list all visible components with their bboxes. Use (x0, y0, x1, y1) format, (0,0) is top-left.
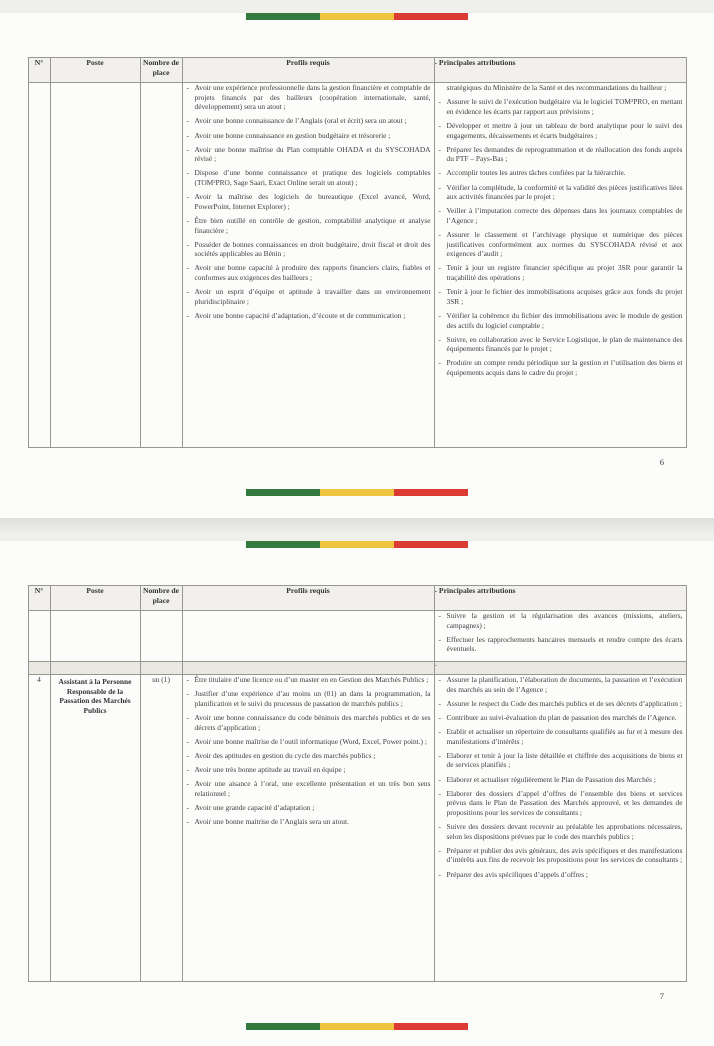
cell-poste (50, 83, 140, 448)
positions-table-page-6 (28, 57, 687, 448)
bullet-item: - Tenir à jour le fichier des immobilisations acquises grâce aux fonds du projet 3SR ; (437, 287, 683, 306)
flag-yellow-segment (320, 489, 394, 496)
header-places: Nombre de place (140, 586, 182, 611)
position-title: Assistant à la Personne Responsable de la Passation des Marchés Publics (58, 677, 132, 715)
cell-num: 4 (28, 675, 50, 982)
cell-poste (50, 611, 140, 662)
table-row-continuation (28, 611, 686, 662)
cell-num (28, 83, 50, 448)
flag-red-segment (394, 541, 468, 548)
cell-attributions (434, 611, 686, 662)
cell-profils (182, 83, 434, 448)
page-break (0, 518, 714, 532)
bullet-item: - Avoir un esprit d’équipe et aptitude à travailler dans un environnement pluridisciplinaire ; (185, 287, 431, 306)
bullet-item: - Avoir une aisance à l’oral, une excellente présentation et un très bon sens relationnel ; (185, 779, 431, 798)
bullet-item: - Vérifier la cohérence du fichier des immobilisations avec le module de gestion des actifs du logiciel comptable ; (437, 311, 683, 330)
flag-bar (246, 541, 468, 548)
cell-places: un (1) (140, 675, 182, 982)
document-page-7 (0, 541, 714, 1046)
bullet-item: - Effectuer les rapprochements bancaires mensuels et rendre compte des écarts éventuels. (437, 635, 683, 654)
cell-profils (182, 675, 434, 982)
positions-table-page-7 (28, 585, 687, 982)
bullet-item: - Avoir une bonne capacité à produire des rapports financiers clairs, fiables et conformes aux exigences des bailleurs ; (185, 263, 431, 282)
cell-profils (182, 662, 434, 675)
header-profils: Profils requis (182, 58, 434, 83)
bullet-item: - Avoir une bonne connaissance de l’Anglais (oral et écrit) sera un atout ; (185, 116, 431, 126)
bullet-item: - Etablir et actualiser un répertoire de consultants qualifiés au fur et à mesure des manifestations d’intérêts ; (437, 727, 683, 746)
cell-num (28, 611, 50, 662)
cell-profils (182, 611, 434, 662)
bullet-item: - Suivre des dossiers devant recevoir au préalable les approbations nécessaires, selon les dispositions prévues par le code des marchés publics ; (437, 822, 683, 841)
bullet-item: - Avoir des aptitudes en gestion du cycle des marchés publics ; (185, 751, 431, 761)
flag-green-segment (246, 541, 320, 548)
header-profils: Profils requis (182, 586, 434, 611)
header-attributions: - Principales attributions (434, 58, 686, 83)
table-row-4 (28, 675, 686, 982)
bullet-item: - Vérifier la complétude, la conformité et la validité des pièces justificatives liées aux activités financées par le projet ; (437, 183, 683, 202)
attributions-list (435, 97, 686, 378)
bullet-item: - Avoir la maîtrise des logiciels de bureautique (Excel avancé, Word, PowerPoint, Internet Explorer) ; (185, 192, 431, 211)
bullet-item: - Préparer des avis spécifiques d’appels d’offres ; (437, 870, 683, 880)
bullet-item: - Produire un compte rendu périodique sur la gestion et l’utilisation des biens et équipements acquis dans le cadre du projet ; (437, 358, 683, 377)
bullet-item: - Justifier d’une expérience d’au moins un (01) an dans la programmation, la planification et le suivi du processus de passation de marchés publics ; (185, 689, 431, 708)
bullet-item: - Tenir à jour un registre financier spécifique au projet 3SR pour garantir la traçabilité des opérations ; (437, 263, 683, 282)
bullet-item: - Avoir une bonne maitrise de l’Anglais sera un atout. (185, 817, 431, 827)
bullet-item: - Avoir une très bonne aptitude au travail en équipe ; (185, 765, 431, 775)
bullet-item: - Avoir une expérience professionnelle dans la gestion financière et comptable de projets financés par des bailleurs (coopération internationale, santé, développement) sera un atout ; (185, 83, 431, 112)
bullet-item: - Avoir une bonne maîtrise du Plan comptable OHADA et du SYSCOHADA révisé ; (185, 145, 431, 164)
cell-poste (50, 662, 140, 675)
bullet-item: - Suivre la gestion et la régularisation des avances (missions, ateliers, campagnes) ; (437, 611, 683, 630)
cell-attributions (434, 675, 686, 982)
bullet-item: - Suivre, en collaboration avec le Service Logistique, le plan de maintenance des équipements financés par le projet ; (437, 335, 683, 354)
bullet-item: - Dispose d’une bonne connaissance et pratique des logiciels comptables (TOM²PRO, Sage Saari, Exact Online serait un atout) ; (185, 168, 431, 187)
cell-num (28, 662, 50, 675)
bullet-item: - Accomplir toutes les autres tâches confiées par la hiérarchie. (437, 168, 683, 178)
bullet-item: - Préparer les demandes de reprogrammation et de réallocation des fonds auprès du PTF – Pays-Bas ; (437, 145, 683, 164)
bullet-item: - Préparer et publier des avis généraux, des avis spécifiques et des manifestations d’intérêts aux fins de recevoir les propositions pour les services de consultants ; (437, 846, 683, 865)
header-poste: Poste (50, 58, 140, 83)
table-header-row (28, 586, 686, 611)
page-number: 7 (659, 991, 664, 1001)
flag-bar (246, 489, 468, 496)
header-attributions: - Principales attributions (434, 586, 686, 611)
flag-green-segment (246, 1023, 320, 1030)
cell-places (140, 662, 182, 675)
document-page-6 (0, 13, 714, 518)
table-row (28, 83, 686, 448)
bullet-item: - Avoir une grande capacité d’adaptation ; (185, 803, 431, 813)
flag-green-segment (246, 13, 320, 20)
bullet-item: - Assurer le respect du Code des marchés publics et de ses décrets d’application ; (437, 699, 683, 709)
table-header-row (28, 58, 686, 83)
bullet-item: - Avoir une bonne capacité d’adaptation, d’écoute et de communication ; (185, 311, 431, 321)
bullet-item: - Être bien outillé en contrôle de gestion, comptabilité analytique et analyse financière ; (185, 216, 431, 235)
cell-poste (50, 675, 140, 982)
bullet-item: - Avoir une bonne maîtrise de l’outil informatique (Word, Excel, Power point.) ; (185, 737, 431, 747)
cell-places (140, 83, 182, 448)
page-number: 6 (659, 457, 664, 467)
flag-bar (246, 1023, 468, 1030)
bullet-item: - Elaborer et tenir à jour la liste détaillée et chiffrée des acquisitions de biens et de services planifiés ; (437, 751, 683, 770)
profils-list (183, 675, 434, 827)
attributions-list (435, 675, 686, 879)
flag-yellow-segment (320, 1023, 394, 1030)
bullet-item: - Contribuer au suivi-évaluation du plan de passation des marchés de l’Agence. (437, 713, 683, 723)
flag-green-segment (246, 489, 320, 496)
header-num: N° (28, 58, 50, 83)
flag-bar (246, 13, 468, 20)
cell-places (140, 611, 182, 662)
profils-list (183, 83, 434, 321)
flag-yellow-segment (320, 541, 394, 548)
bullet-item: - Veiller à l’imputation correcte des dépenses dans les journaux comptables de l’Agence ; (437, 206, 683, 225)
flag-yellow-segment (320, 13, 394, 20)
header-places: Nombre de place (140, 58, 182, 83)
bullet-item: - Avoir une bonne connaissance du code béninois des marchés publics et de ses décrets d’application ; (185, 713, 431, 732)
bullet-item: - Posséder de bonnes connaissances en droit budgétaire, droit fiscal et droit des sociétés applicables au Bénin ; (185, 240, 431, 259)
bullet-item: - Assurer le suivi de l’exécution budgétaire via le logiciel TOM²PRO, en mettant en évidence les écarts par rapport aux prévisions ; (437, 97, 683, 116)
cell-attributions (434, 83, 686, 448)
header-num: N° (28, 586, 50, 611)
bullet-item: - Avoir une bonne connaissance en gestion budgétaire et trésorerie ; (185, 131, 431, 141)
cell-attributions: - (434, 662, 686, 675)
bullet-item: - Elaborer et actualiser régulièrement le Plan de Passation des Marchés ; (437, 775, 683, 785)
continuation-text: stratégiques du Ministère de la Santé et des recommandations du bailleur ; (446, 83, 667, 92)
flag-red-segment (394, 1023, 468, 1030)
separator-row (28, 662, 686, 675)
bullet-item: - Assurer la planification, l’élaboration de documents, la passation et l’exécution des marchés au sein de l’Agence ; (437, 675, 683, 694)
bullet-item: - Assurer le classement et l’archivage physique et numérique des pièces justificatives conformément aux normes du SYSCOHADA révisé et aux exigences d’audit ; (437, 230, 683, 259)
bullet-item: - Développer et mettre à jour un tableau de bord analytique pour le suivi des engagements, décaissements et écarts budgétaires ; (437, 121, 683, 140)
attributions-list (435, 611, 686, 654)
bullet-item: - Être titulaire d’une licence ou d’un master en en Gestion des Marchés Publics ; (185, 675, 431, 685)
flag-red-segment (394, 489, 468, 496)
header-poste: Poste (50, 586, 140, 611)
bullet-item: - Elaborer des dossiers d’appel d’offres de l’ensemble des biens et services prévus dans le Plan de Passation des Marchés approuvé, et les demandes de propositions pour les services de consultants ; (437, 789, 683, 818)
flag-red-segment (394, 13, 468, 20)
